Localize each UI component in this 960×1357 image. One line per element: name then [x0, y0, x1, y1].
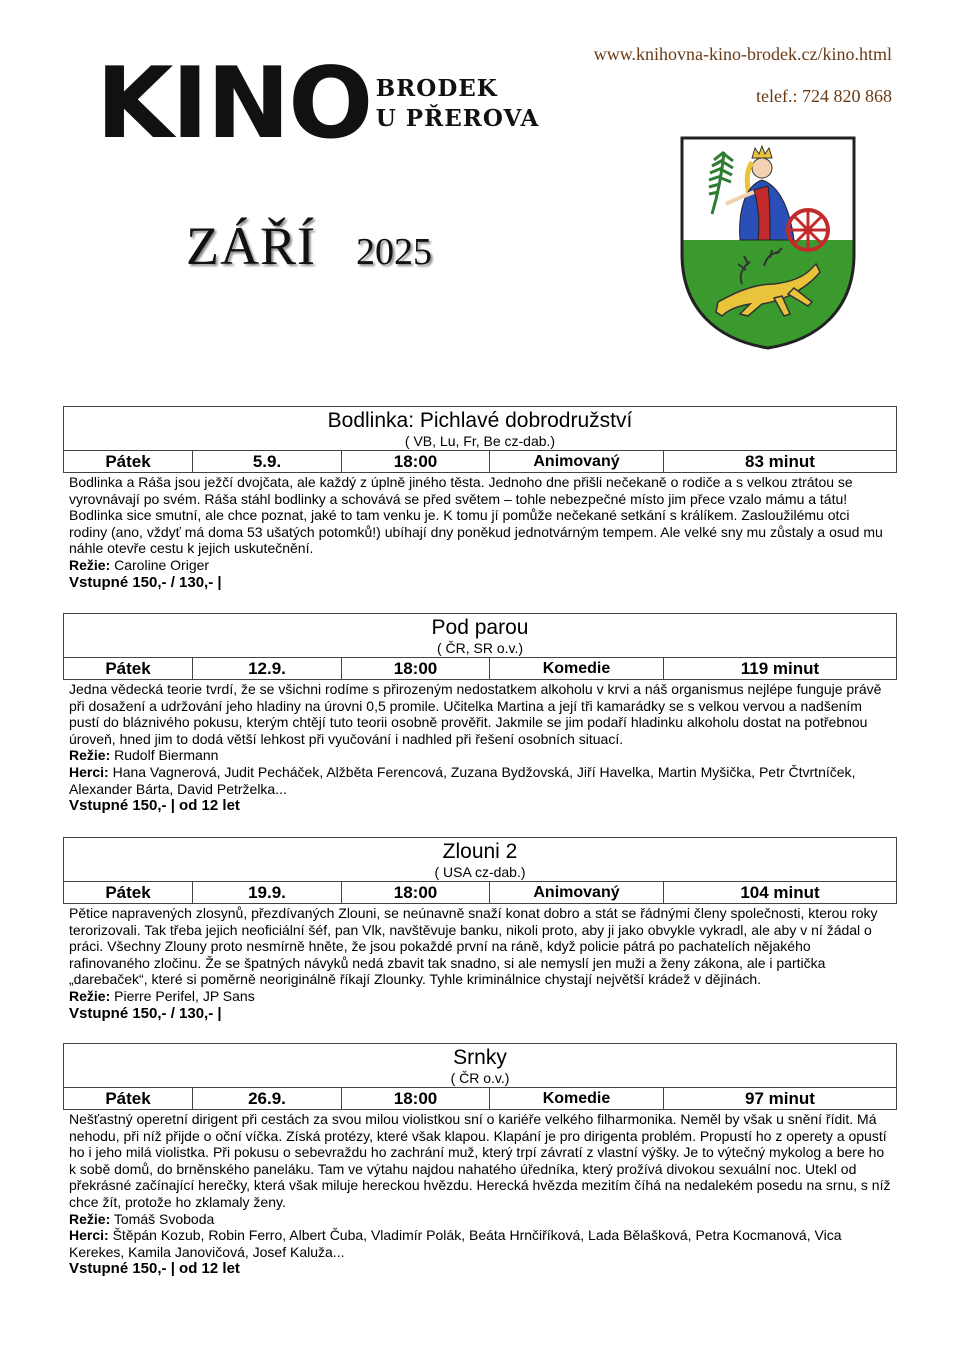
film-time: 18:00	[341, 1088, 489, 1109]
film-date: 5.9.	[192, 451, 341, 472]
film-price: Vstupné 150,- | od 12 let	[69, 797, 240, 815]
film-schedule-row	[63, 658, 897, 680]
film-schedule-row	[63, 882, 897, 904]
film-day: Pátek	[105, 1089, 151, 1108]
film-director: Caroline Origer	[114, 556, 210, 573]
film-schedule-row	[63, 451, 897, 473]
phone-number: telef.: 724 820 868	[756, 86, 892, 106]
film-genre: Animovaný	[489, 882, 663, 903]
website-link[interactable]: www.knihovna-kino-brodek.cz/kino.html	[593, 44, 892, 64]
film-card	[63, 837, 897, 1023]
film-header	[63, 406, 897, 451]
film-origin: ( ČR o.v.)	[450, 1070, 510, 1086]
film-header	[63, 837, 897, 882]
film-length: 104 minut	[663, 882, 896, 903]
film-description: Jedna vědecká teorie tvrdí, že se všichni rodíme s přirozeným nedostatkem alkoholu v krvi a náš organismus nejlépe funguje právě při dosažení a udržování jeho hladiny na úrovni 0,5 promile. Učitelka Martina a její tři kamarádky se s velkou vervou a nadšením pustí do bláznivého pokusu, kterým chtějí tuto teorii osobně prověřit. Jakmile se jim podaří hladinku alkoholu dostat na potřebnou úroveň, hned jim to dodá větší lehkost při vyučování i nadhled při řešení osobních situací.	[69, 681, 882, 747]
film-time: 18:00	[341, 882, 489, 903]
director-label: Režie:	[69, 556, 111, 573]
film-genre: Komedie	[489, 1088, 663, 1109]
film-director: Rudolf Biermann	[114, 747, 219, 764]
film-body	[63, 473, 897, 592]
film-origin: ( USA cz-dab.)	[434, 864, 526, 880]
film-day: Pátek	[105, 883, 151, 902]
film-price: Vstupné 150,- / 130,- |	[69, 1004, 222, 1022]
cast-label: Herci:	[69, 763, 109, 780]
film-card	[63, 406, 897, 592]
film-description: Nešťastný operetní dirigent při cestách za svou milou violistkou sní o kariéře velkého filharmonika. Neměl by však u snění řídit. Má nehodu, při níž přijde o oční víčka. Získá protézy, které však klapou. Klapání je pro dirigenta problém. Propustí ho z operety a opustí ho i jeho milá violistka. Při pokusu o sebevraždu ho zachrání muž, který trpí závratí z vlastní výšky. Je to výtečný mykolog a bere ho k sobě domů, do brněnského paneláku. Tam ve výtahu najdou nahatého úředníka, který prožívá divokou sexuální noc. Utekl od překrásné začínající herečky, která však miluje hereckou hvězdu. Herecká hvězda mezitím číhá na nedalekém posedu na srnu, s níž chce žít, protože ho zklamaly ženy.	[69, 1111, 891, 1210]
film-director: Tomáš Svoboda	[113, 1210, 215, 1227]
kino-logo	[96, 47, 540, 161]
film-title: Srnky	[453, 1046, 507, 1069]
film-title: Zlouni 2	[442, 840, 518, 863]
film-cast: Štěpán Kozub, Robin Ferro, Albert Čuba, Vladimír Polák, Beáta Hrnčiříková, Lada Bělašková, Petra Kocmanová, Vica Kerekes, Kamila Janovičová, Josef Kaluža...	[69, 1227, 842, 1260]
coat-of-arms-icon	[678, 134, 858, 352]
film-description: Pětice napravených zlosynů, přezdívaných Zlouni, se neúnavně snaží konat dobro a stát se řádnými členy společnosti, kterou roky terorizovali. Tak třeba jejich neoficiální šéf, pan Vlk, navštěvuje banku, nikoli proto, aby ji jako obvykle vykradl, ale aby v ní žádal o práci. Všechny Zlouny proto nesmírně hněte, že jsou pokaždé první na ráně, když policie pátrá po pachatelích nějakého rafinovaného zločinu. Že se špatných návyků nedá zbavit tak snadno, si ale nemyslí jen muži a ženy zákona, ale i partička „darebaček“, které si poměrně neoriginálně říkají Zlounky. Tyhle kriminálnice chystají největší krádež v dějinách.	[69, 905, 878, 988]
film-body	[63, 1110, 897, 1278]
film-price: Vstupné 150,- | od 12 let	[69, 1260, 240, 1278]
logo-line-2: U PŘEROVA	[375, 105, 540, 132]
cast-label: Herci:	[69, 1227, 109, 1244]
film-genre: Komedie	[489, 658, 663, 679]
film-director-line	[69, 988, 891, 1005]
month-title: ZÁŘÍ	[186, 216, 316, 276]
film-time: 18:00	[341, 658, 489, 679]
year-title: 2025	[356, 231, 432, 273]
film-genre: Animovaný	[489, 451, 663, 472]
film-cast-line	[69, 764, 891, 797]
film-title: Pod parou	[431, 616, 529, 639]
film-description: Bodlinka a Ráša jsou ježčí dvojčata, ale každý z úplně jiného těsta. Jednoho dne přišli nečekaně o rodiče a s velkou ztrátou se vyrovnávají po svém. Ráša stáhl bodlinky a schovává se před světem – tohle nebezpečné místo jim přece vzalo mámu a tátu! Bodlinka sice smutní, ale chce poznat, jaké to tam venku je. K tomu jí pomůže nečekané setkání s králíkem. Zasloužilému otci rodiny (ano, vždyť má doma 53 ušatých potomků!) ubíhají dny poněkud jednotvárným tempem. Ale velké sny mu zůstaly a osud mu náhle otevře cestu k jejich uskutečnění.	[69, 474, 883, 557]
film-price: Vstupné 150,- / 130,- |	[69, 573, 222, 591]
film-card	[63, 1043, 897, 1278]
film-body	[63, 904, 897, 1023]
film-director: Pierre Perifel, JP Sans	[114, 987, 255, 1004]
film-schedule-row	[63, 1088, 897, 1110]
logo-line-1: BRODEK	[375, 75, 498, 102]
film-length: 119 minut	[663, 658, 896, 679]
director-label: Režie:	[69, 1210, 111, 1227]
film-body	[63, 680, 897, 815]
film-card	[63, 613, 897, 815]
director-label: Režie:	[69, 987, 111, 1004]
film-date: 12.9.	[192, 658, 341, 679]
logo-kino-text: KINO	[96, 47, 372, 161]
film-time: 18:00	[341, 451, 489, 472]
film-origin: ( ČR, SR o.v.)	[436, 640, 524, 656]
film-length: 97 minut	[663, 1088, 896, 1109]
director-label: Režie:	[69, 747, 111, 764]
film-cast-line	[69, 1227, 891, 1260]
film-cast: Hana Vagnerová, Judit Pecháček, Alžběta Ferencová, Zuzana Bydžovská, Jiří Havelka, Martin Myšička, Petr Čtvrtníček, Alexander Bárta, David Petrželka...	[69, 763, 856, 797]
film-header	[63, 1043, 897, 1088]
film-day: Pátek	[105, 452, 151, 471]
film-length: 83 minut	[663, 451, 896, 472]
film-header	[63, 613, 897, 658]
film-title: Bodlinka: Pichlavé dobrodružství	[327, 409, 633, 432]
film-origin: ( VB, Lu, Fr, Be cz-dab.)	[404, 433, 556, 449]
logo-location	[376, 74, 540, 134]
film-director-line	[69, 1211, 891, 1228]
film-date: 19.9.	[192, 882, 341, 903]
film-director-line	[69, 557, 891, 574]
film-date: 26.9.	[192, 1088, 341, 1109]
film-director-line	[69, 747, 891, 764]
film-day: Pátek	[105, 659, 151, 678]
